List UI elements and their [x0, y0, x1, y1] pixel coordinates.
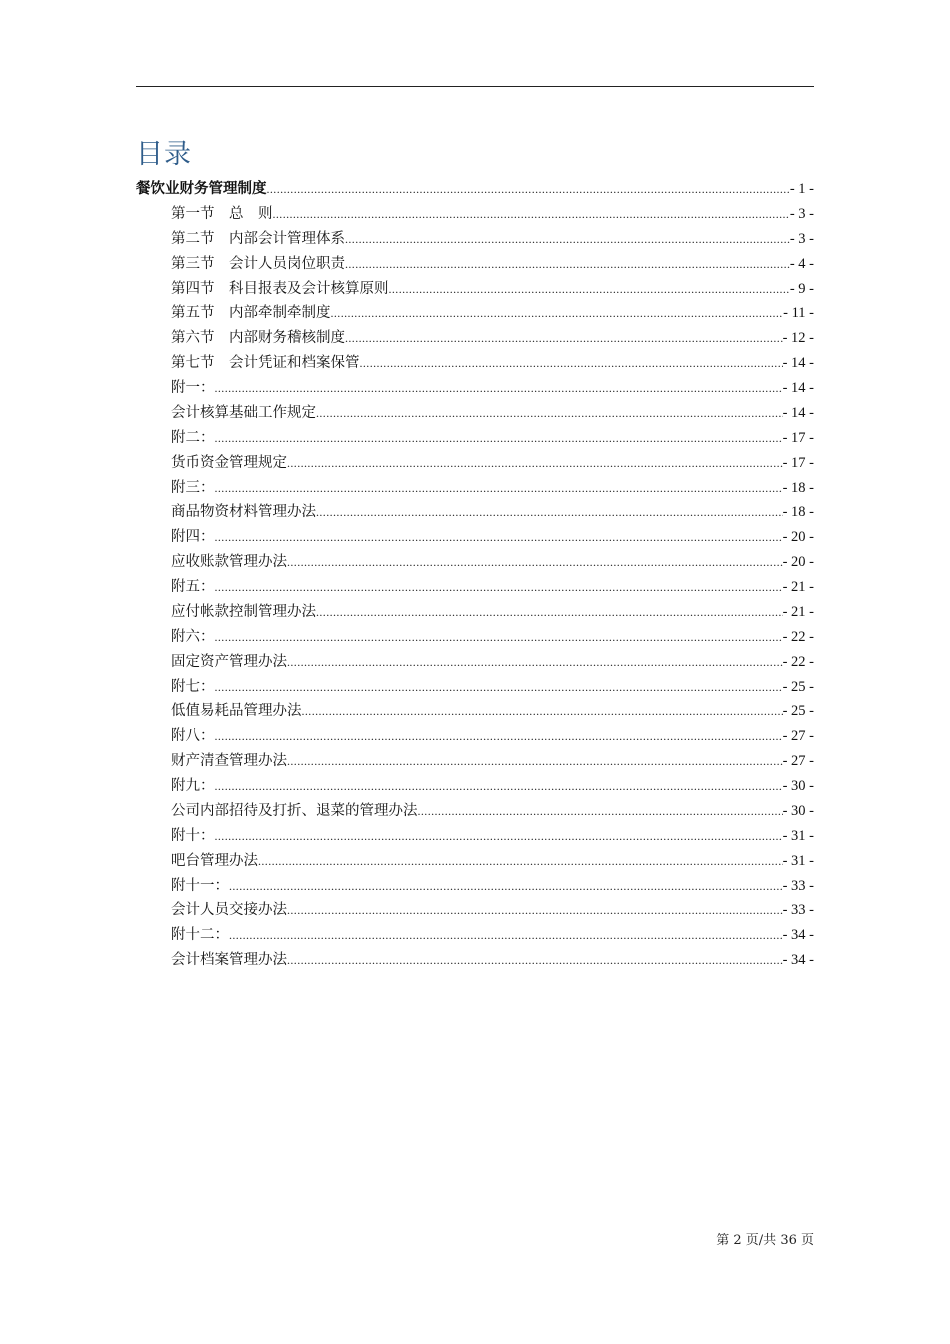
- toc-title: 目录: [136, 139, 192, 170]
- toc-entry-page: - 17 -: [782, 429, 814, 446]
- toc-entry-label: 第一节 总 则: [171, 205, 273, 222]
- toc-entry-label: 固定资产管理办法: [171, 653, 287, 670]
- toc-entry[interactable]: [136, 799, 814, 824]
- toc-dot-leader: [287, 948, 783, 973]
- toc-entry[interactable]: [136, 724, 814, 749]
- toc-entry[interactable]: [136, 351, 814, 376]
- toc-entry-label: 附十二：: [171, 927, 229, 944]
- toc-entry-label: 附八：: [171, 728, 215, 745]
- toc-entry-page: - 1 -: [789, 181, 814, 197]
- toc-entry[interactable]: [136, 401, 814, 426]
- toc-dot-leader: [215, 426, 783, 451]
- toc-entry-page: - 34 -: [782, 952, 814, 969]
- toc-entry[interactable]: [136, 575, 814, 600]
- toc-entry[interactable]: [136, 550, 814, 575]
- toc-dot-leader: [229, 923, 783, 948]
- toc-dot-leader: [215, 774, 783, 799]
- toc-entry[interactable]: [136, 252, 814, 277]
- toc-entry[interactable]: [136, 277, 814, 302]
- toc-entry-page: - 30 -: [782, 778, 814, 794]
- toc-entry-page: - 11 -: [783, 305, 814, 322]
- toc-dot-leader: [345, 227, 790, 252]
- toc-entry-page: - 34 -: [782, 927, 814, 944]
- toc-entry-label: 附九：: [171, 778, 215, 794]
- toc-entry-label: 会计人员交接办法: [171, 902, 287, 919]
- toc-dot-leader: [302, 699, 783, 724]
- toc-entry[interactable]: [136, 451, 814, 476]
- toc-entry[interactable]: [136, 898, 814, 923]
- toc-entry-page: - 12 -: [782, 330, 814, 347]
- toc-entry-page: - 14 -: [782, 380, 814, 396]
- toc-entry-label: 附六：: [171, 628, 215, 645]
- toc-entry-label: 第七节 会计凭证和档案保管: [171, 355, 360, 372]
- toc-entry-label: 会计档案管理办法: [171, 952, 287, 969]
- toc-entry-page: - 33 -: [782, 902, 814, 919]
- toc-dot-leader: [215, 575, 783, 600]
- toc-dot-leader: [360, 351, 783, 376]
- toc-entry[interactable]: [136, 326, 814, 351]
- toc-entry-label: 附五：: [171, 579, 215, 595]
- toc-entry[interactable]: [136, 625, 814, 650]
- toc-entry[interactable]: [136, 177, 814, 202]
- toc-entry-page: - 25 -: [782, 703, 814, 720]
- toc-entry-page: - 20 -: [782, 529, 814, 546]
- toc-dot-leader: [345, 252, 790, 277]
- toc-dot-leader: [215, 675, 783, 700]
- toc-entry-label: 附十一：: [171, 877, 229, 894]
- toc-entry-page: - 9 -: [789, 280, 814, 297]
- toc-entry[interactable]: [136, 202, 814, 227]
- toc-entry-page: - 33 -: [782, 877, 814, 894]
- toc-entry-label: 货币资金管理规定: [171, 454, 287, 471]
- toc-entry-label: 附一：: [171, 380, 215, 396]
- toc-entry[interactable]: [136, 874, 814, 899]
- toc-dot-leader: [273, 202, 790, 227]
- toc-entry-page: - 21 -: [782, 603, 814, 620]
- toc-entry[interactable]: [136, 650, 814, 675]
- toc-entry[interactable]: [136, 227, 814, 252]
- toc-entry[interactable]: [136, 849, 814, 874]
- toc-entry[interactable]: [136, 699, 814, 724]
- toc-dot-leader: [258, 849, 783, 874]
- toc-entry-label: 应付帐款控制管理办法: [171, 603, 316, 620]
- toc-entry-label: 第六节 内部财务稽核制度: [171, 330, 345, 347]
- toc-entry-page: - 18 -: [782, 479, 814, 496]
- toc-dot-leader: [287, 451, 783, 476]
- toc-dot-leader: [287, 650, 783, 675]
- toc-entry-label: 低值易耗品管理办法: [171, 703, 302, 720]
- toc-entry-label: 第五节 内部牵制牵制度: [171, 305, 331, 322]
- toc-entry[interactable]: [136, 675, 814, 700]
- toc-entry[interactable]: [136, 749, 814, 774]
- toc-entry-page: - 17 -: [782, 454, 814, 471]
- toc-dot-leader: [215, 824, 783, 849]
- toc-entry[interactable]: [136, 376, 814, 401]
- toc-entry[interactable]: [136, 525, 814, 550]
- toc-entry-label: 附十：: [171, 827, 215, 844]
- toc-entry[interactable]: [136, 476, 814, 501]
- toc-entry-label: 附七：: [171, 678, 215, 695]
- toc-dot-leader: [316, 500, 783, 525]
- toc-dot-leader: [287, 749, 783, 774]
- toc-dot-leader: [389, 277, 790, 302]
- toc-entry-label: 第四节 科目报表及会计核算原则: [171, 280, 389, 297]
- toc-entry[interactable]: [136, 600, 814, 625]
- toc-entry[interactable]: [136, 824, 814, 849]
- toc-entry-page: - 31 -: [782, 827, 814, 844]
- toc-dot-leader: [215, 724, 783, 749]
- toc-entry-page: - 3 -: [789, 230, 814, 247]
- toc-entry-page: - 21 -: [782, 579, 814, 595]
- toc-entry-page: - 14 -: [782, 355, 814, 372]
- toc-entry-label: 附三：: [171, 479, 215, 496]
- toc-entry-page: - 25 -: [782, 678, 814, 695]
- toc-entry-page: - 22 -: [782, 628, 814, 645]
- toc-dot-leader: [215, 625, 783, 650]
- toc-dot-leader: [316, 600, 783, 625]
- toc-entry[interactable]: [136, 923, 814, 948]
- toc-entry[interactable]: [136, 774, 814, 799]
- toc-entry-page: - 4 -: [789, 255, 814, 272]
- toc-dot-leader: [345, 326, 783, 351]
- toc-entry-label: 第二节 内部会计管理体系: [171, 230, 345, 247]
- toc-entry-page: - 27 -: [782, 728, 814, 745]
- toc-entry-page: - 20 -: [782, 554, 814, 571]
- toc-entry-label: 商品物资材料管理办法: [171, 504, 316, 521]
- toc-entry-page: - 27 -: [782, 753, 814, 770]
- toc-entry-label: 附二：: [171, 429, 215, 446]
- toc-entry-label: 附四：: [171, 529, 215, 546]
- table-of-contents: [136, 177, 814, 973]
- toc-entry-page: - 31 -: [782, 852, 814, 869]
- toc-entry-label: 公司内部招待及打折、退菜的管理办法: [171, 802, 418, 819]
- page-footer: 第 2 页/共 36 页: [716, 1233, 814, 1248]
- toc-dot-leader: [316, 401, 783, 426]
- toc-dot-leader: [267, 177, 790, 202]
- toc-dot-leader: [418, 799, 783, 824]
- toc-entry-label: 会计核算基础工作规定: [171, 404, 316, 421]
- toc-entry[interactable]: [136, 301, 814, 326]
- toc-dot-leader: [287, 898, 783, 923]
- toc-entry-label: 财产清查管理办法: [171, 753, 287, 770]
- toc-entry[interactable]: [136, 948, 814, 973]
- toc-entry-label: 第三节 会计人员岗位职责: [171, 255, 345, 272]
- toc-entry-label: 应收账款管理办法: [171, 554, 287, 571]
- toc-dot-leader: [229, 874, 783, 899]
- toc-entry-page: - 3 -: [789, 205, 814, 222]
- toc-dot-leader: [331, 301, 784, 326]
- toc-dot-leader: [215, 376, 783, 401]
- toc-entry-page: - 18 -: [782, 504, 814, 521]
- toc-dot-leader: [215, 476, 783, 501]
- toc-entry-label: 餐饮业财务管理制度: [136, 181, 267, 197]
- toc-dot-leader: [215, 525, 783, 550]
- toc-entry[interactable]: [136, 500, 814, 525]
- toc-entry[interactable]: [136, 426, 814, 451]
- toc-entry-page: - 22 -: [782, 653, 814, 670]
- toc-entry-label: 吧台管理办法: [171, 852, 258, 869]
- header-rule: [136, 86, 814, 87]
- toc-entry-page: - 30 -: [782, 802, 814, 819]
- toc-dot-leader: [287, 550, 783, 575]
- toc-entry-page: - 14 -: [782, 404, 814, 421]
